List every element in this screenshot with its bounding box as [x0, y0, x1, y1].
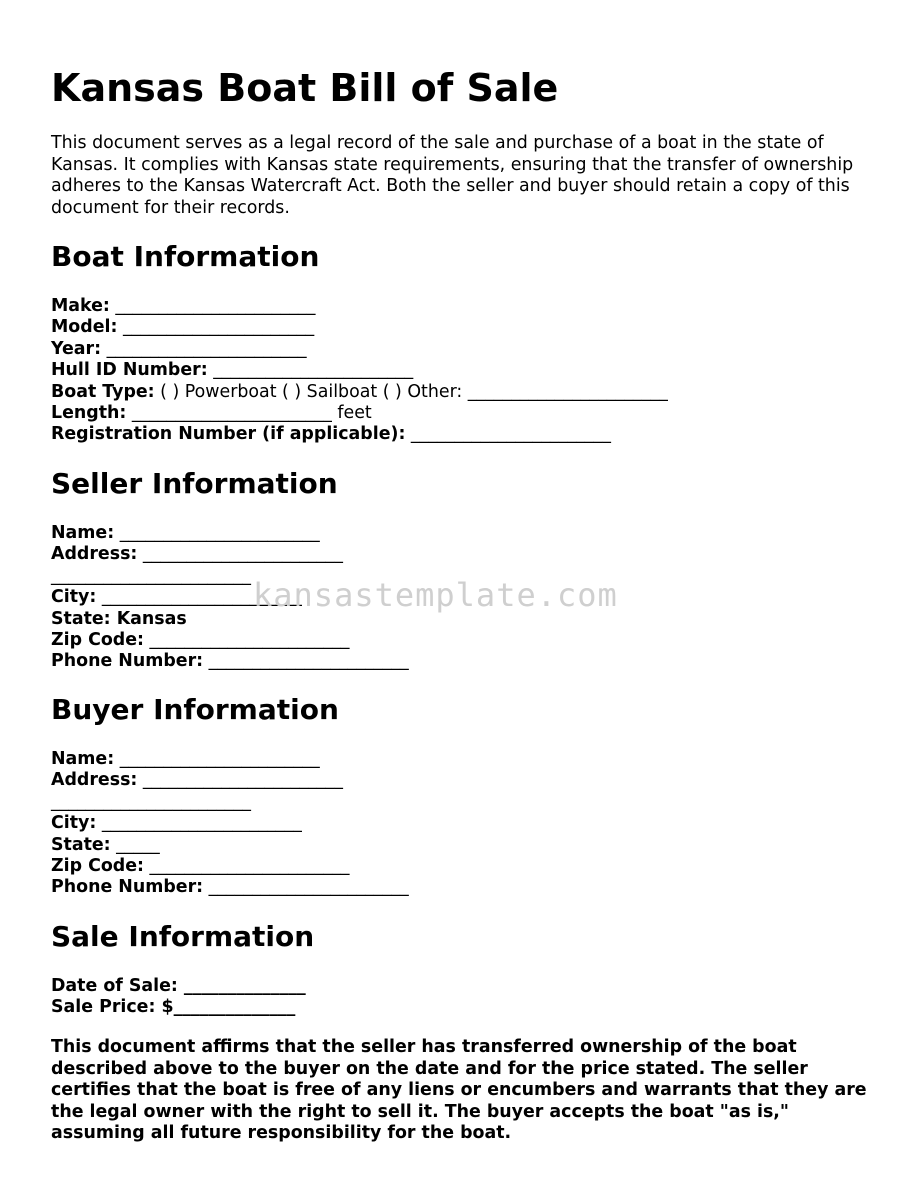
boat-length-field: Length: _______________________ feet: [51, 402, 372, 423]
boat-year-field: Year: _______________________: [51, 338, 307, 359]
sale-date-field: Date of Sale: ______________: [51, 976, 306, 996]
seller-state-field: State: Kansas: [51, 608, 187, 629]
seller-address-field: Address: _______________________: [51, 544, 343, 565]
boat-fields: [51, 296, 668, 446]
intro-paragraph: This document serves as a legal record of the sale and purchase of a boat in the state of Kansas. It complies with Kansas state requirements, ensuring that the transfer of ownership adheres to the Kansas Watercraft Act. Both the seller and buyer should retain a copy of this document for their records.: [51, 133, 854, 218]
seller-section-heading: Seller Information: [51, 467, 338, 500]
buyer-city-field: City: _______________________: [51, 813, 302, 834]
sale-fields: [51, 976, 306, 1019]
buyer-section-heading: Buyer Information: [51, 693, 339, 726]
boat-type-field: Boat Type: ( ) Powerboat ( ) Sailboat ( ) Other: _______________________: [51, 381, 668, 402]
closing-statement: This document affirms that the seller has transferred ownership of the boat described above to the buyer on the date and for the price stated. The seller certifies that the boat is free of any liens or encumbers and warrants that they are the legal owner with the right to sell it. The buyer accepts the boat "as is," assuming all future responsibility for the boat.: [51, 1037, 867, 1144]
buyer-phone-field: Phone Number: _______________________: [51, 877, 409, 898]
sale-section-heading: Sale Information: [51, 920, 315, 953]
buyer-zip-field: Zip Code: _______________________: [51, 855, 350, 876]
buyer-state-field: State: _____: [51, 834, 160, 855]
sale-price-field: Sale Price: $______________: [51, 997, 296, 1018]
seller-city-field: City: _______________________: [51, 587, 302, 608]
seller-phone-field: Phone Number: _______________________: [51, 651, 409, 672]
page-title: Kansas Boat Bill of Sale: [51, 66, 559, 110]
watermark: kansastemplate.com: [253, 576, 618, 614]
buyer-address-line2: _______________________: [51, 791, 251, 812]
seller-address-line2: _______________________: [51, 565, 251, 586]
boat-make-field: Make: _______________________: [51, 296, 316, 316]
buyer-name-field: Name: _______________________: [51, 749, 320, 769]
buyer-fields: [51, 749, 409, 899]
boat-model-field: Model: ______________________: [51, 317, 315, 338]
seller-zip-field: Zip Code: _______________________: [51, 629, 350, 650]
boat-section-heading: Boat Information: [51, 240, 320, 273]
seller-name-field: Name: _______________________: [51, 523, 320, 543]
boat-registration-field: Registration Number (if applicable): _______________________: [51, 424, 611, 445]
buyer-address-field: Address: _______________________: [51, 770, 343, 791]
boat-hull-id-field: Hull ID Number: _______________________: [51, 360, 414, 381]
